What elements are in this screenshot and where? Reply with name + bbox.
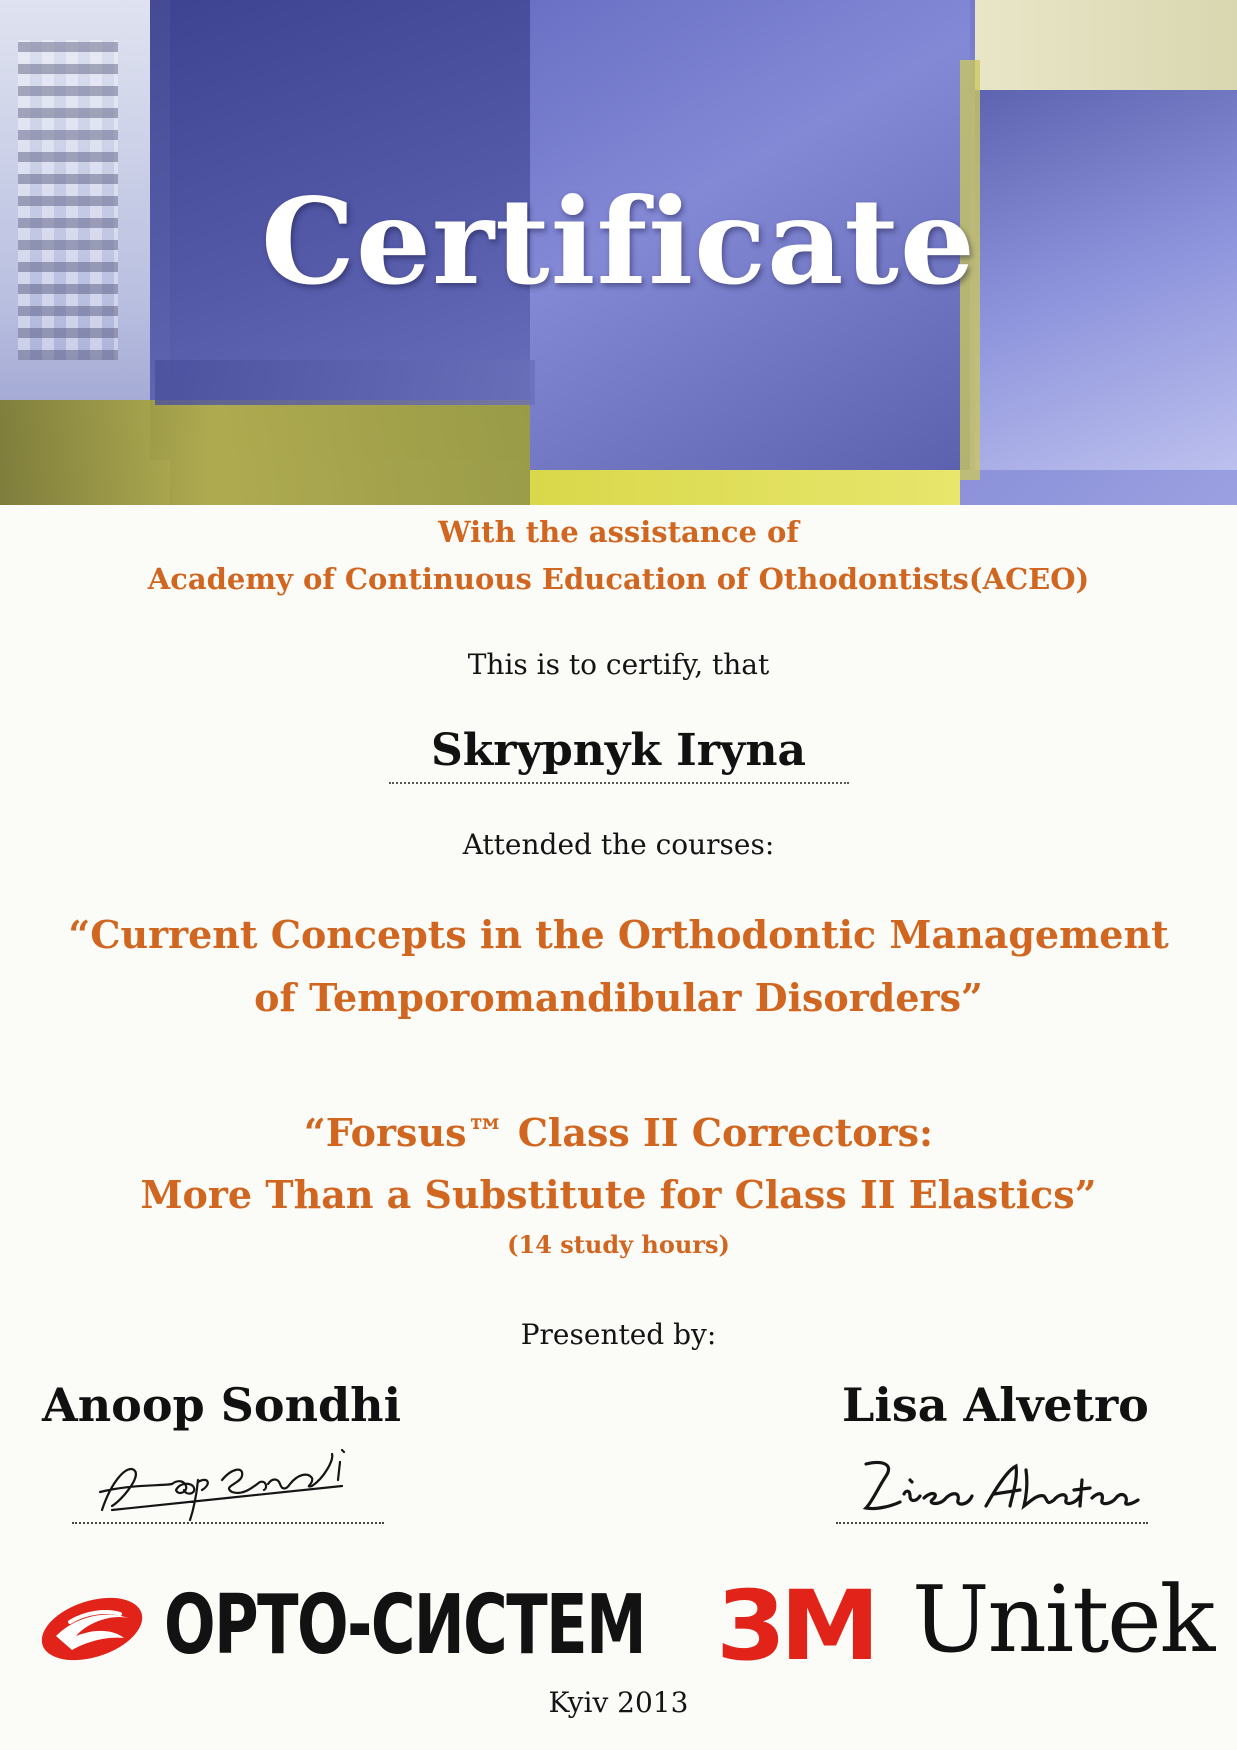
orto-system-logo [36,1578,646,1678]
presenter-name-left: Anoop Sondhi [42,1378,402,1432]
course-1-title-line-1: “Current Concepts in the Orthodontic Management [68,912,1169,957]
banner-yellow-block [530,470,960,505]
course-2-title-line-2: More Than a Substitute for Class II Elastics” [140,1172,1097,1217]
place-and-year: Kyiv 2013 [548,1686,689,1719]
presented-by-label: Presented by: [520,1318,717,1351]
orto-swirl-icon [36,1588,148,1670]
orto-system-wordmark: ОРТО-СИСТЕМ [164,1578,646,1673]
banner-block [975,0,1237,90]
banner-yellow-block [0,400,530,505]
3m-unitek-logo [716,1566,1214,1682]
header-banner [0,0,1237,505]
recipient-block [0,725,1237,784]
certificate-title: Certificate [261,172,976,311]
signature-anoop-sondhi [72,1440,384,1524]
signature-scribble [72,1440,384,1522]
signature-lisa-alvetro [836,1450,1148,1524]
unitek-wordmark: Unitek [912,1566,1214,1673]
3m-wordmark: 3M [716,1570,874,1682]
course-1-title-line-2: of Temporomandibular Disorders” [254,975,983,1020]
recipient-name: Skrypnyk Iryna [389,725,849,784]
banner-block [155,360,535,405]
study-hours: (14 study hours) [507,1230,730,1259]
presenter-name-right: Lisa Alvetro [842,1378,1149,1432]
certify-line: This is to certify, that [467,648,770,681]
signature-scribble [836,1450,1148,1522]
attended-line: Attended the courses: [462,828,775,861]
academy-line: Academy of Continuous Education of Othodontists(ACEO) [147,562,1090,596]
course-2-title-line-1: “Forsus™ Class II Correctors: [303,1110,934,1155]
assistance-line: With the assistance of [438,515,799,549]
